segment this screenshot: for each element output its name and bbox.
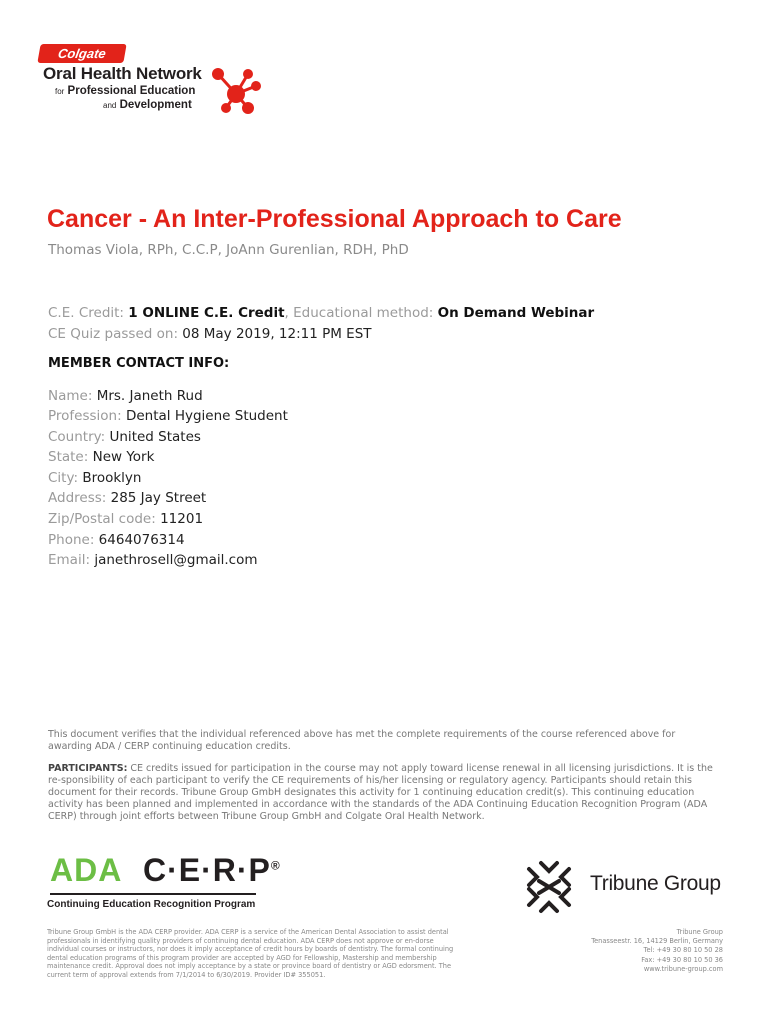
tribune-group-logo-icon [521,859,577,915]
address-line: Tel: +49 30 80 10 50 28 [643,946,723,955]
credit-label: C.E. Credit: [48,305,124,321]
molecule-icon [196,56,266,120]
participants-body: CE credits issued for participation in the course may not apply toward license renewal in all licensing jurisdictions. It is the re-sponsibility of each participant to verify the CE requirements of his/her licensing or regulatory agency. Participants should retain this document for their records. Tribune Group GmbH designates this activity for 1 continuing education credit(s). This continuing education activity has been planned and implemented in accordance with the standards of the ADA Continuing Education Recognition Program (ADA CERP) through joint efforts between Tribune Group GmbH and Colgate Oral Health Network. [48,763,713,822]
contact-label: State: [48,449,89,465]
network-sub2-prefix: and [103,101,117,110]
network-subtitle-line2 [103,99,192,111]
contact-name [48,388,203,404]
method-label: , Educational method: [284,305,434,321]
colgate-logo [37,44,126,63]
tribune-group-name: Tribune Group [590,872,721,895]
network-title: Oral Health Network [43,64,202,83]
address-line: Tenasseestr. 16, 14129 Berlin, Germany [591,937,723,946]
course-title: Cancer - An Inter-Professional Approach to Care [47,205,622,233]
contact-label: Zip/Postal code: [48,511,156,527]
contact-value: 285 Jay Street [110,490,207,506]
contact-label: Country: [48,429,106,445]
network-sub1-prefix: for [55,87,65,96]
network-subtitle-line1 [55,85,195,97]
contact-phone [48,532,185,548]
contact-label: Email: [48,552,91,568]
provider-statement: Tribune Group GmbH is the ADA CERP provider. ADA CERP is a service of the American Dental Association to assist dental professionals in identifying quality providers of continuing dental education. ADA CERP does not approve or en-dorse individual courses or instructors, nor does it imply acceptance of credit hours by boards of dentistry. The formal continuing dental education programs of this program provider are accepted by AGD for Fellowship, Mastership and membership maintenance credit. Approval does not imply acceptance by a state or province board of dentistry or AGD edorsment. The current term of approval extends from 7/1/2014 to 6/30/2019. Provider ID# 355051. [47,928,454,979]
contact-label: City: [48,470,79,486]
network-sub2-text: Development [119,99,192,111]
contact-value: janethrosell@gmail.com [94,552,258,568]
contact-label: Phone: [48,532,95,548]
credit-line [48,305,594,321]
contact-country [48,429,201,445]
ada-logo-text: ADA [50,852,123,888]
contact-label: Profession: [48,408,122,424]
network-sub1-text: Professional Education [67,85,196,97]
contact-label: Address: [48,490,107,506]
cerp-logo-text [143,852,281,889]
cerp-subtitle: Continuing Education Recognition Program [47,899,256,910]
verification-statement: This document verifies that the individual referenced above has met the complete requirements of the course referenced above for awarding ADA / CERP continuing education credits. [48,729,676,752]
credit-value: 1 ONLINE C.E. Credit [128,305,285,321]
quiz-label: CE Quiz passed on: [48,326,178,342]
address-line: Tribune Group [676,928,723,936]
contact-value: New York [92,449,155,465]
contact-city [48,470,141,486]
contact-label: Name: [48,388,93,404]
contact-value: 6464076314 [98,532,185,548]
contact-value: United States [109,429,201,445]
contact-state [48,449,154,465]
contact-profession [48,408,288,424]
colgate-logo-text: Colgate [56,46,108,61]
cerp-letters: C·E·R·P [143,852,271,888]
contact-email [48,552,258,568]
participants-label: PARTICIPANTS: [48,763,128,774]
contact-value: Dental Hygiene Student [125,408,288,424]
quiz-line [48,326,372,342]
member-contact-heading: MEMBER CONTACT INFO: [48,356,230,371]
tribune-address [503,928,723,974]
tribune-website-link[interactable]: www.tribune-group.com [643,964,723,973]
contact-value: Mrs. Janeth Rud [96,388,203,404]
method-value: On Demand Webinar [437,305,595,321]
contact-address [48,490,206,506]
contact-value: Brooklyn [82,470,142,486]
address-line: Fax: +49 30 80 10 50 36 [641,955,723,964]
participants-statement [48,763,713,823]
quiz-value: 08 May 2019, 12:11 PM EST [182,326,372,342]
registered-mark: ® [270,858,281,873]
contact-zip [48,511,203,527]
cerp-divider [50,893,256,895]
contact-value: 11201 [160,511,204,527]
course-authors: Thomas Viola, RPh, C.C.P, JoAnn Gurenlian, RDH, PhD [48,242,409,258]
